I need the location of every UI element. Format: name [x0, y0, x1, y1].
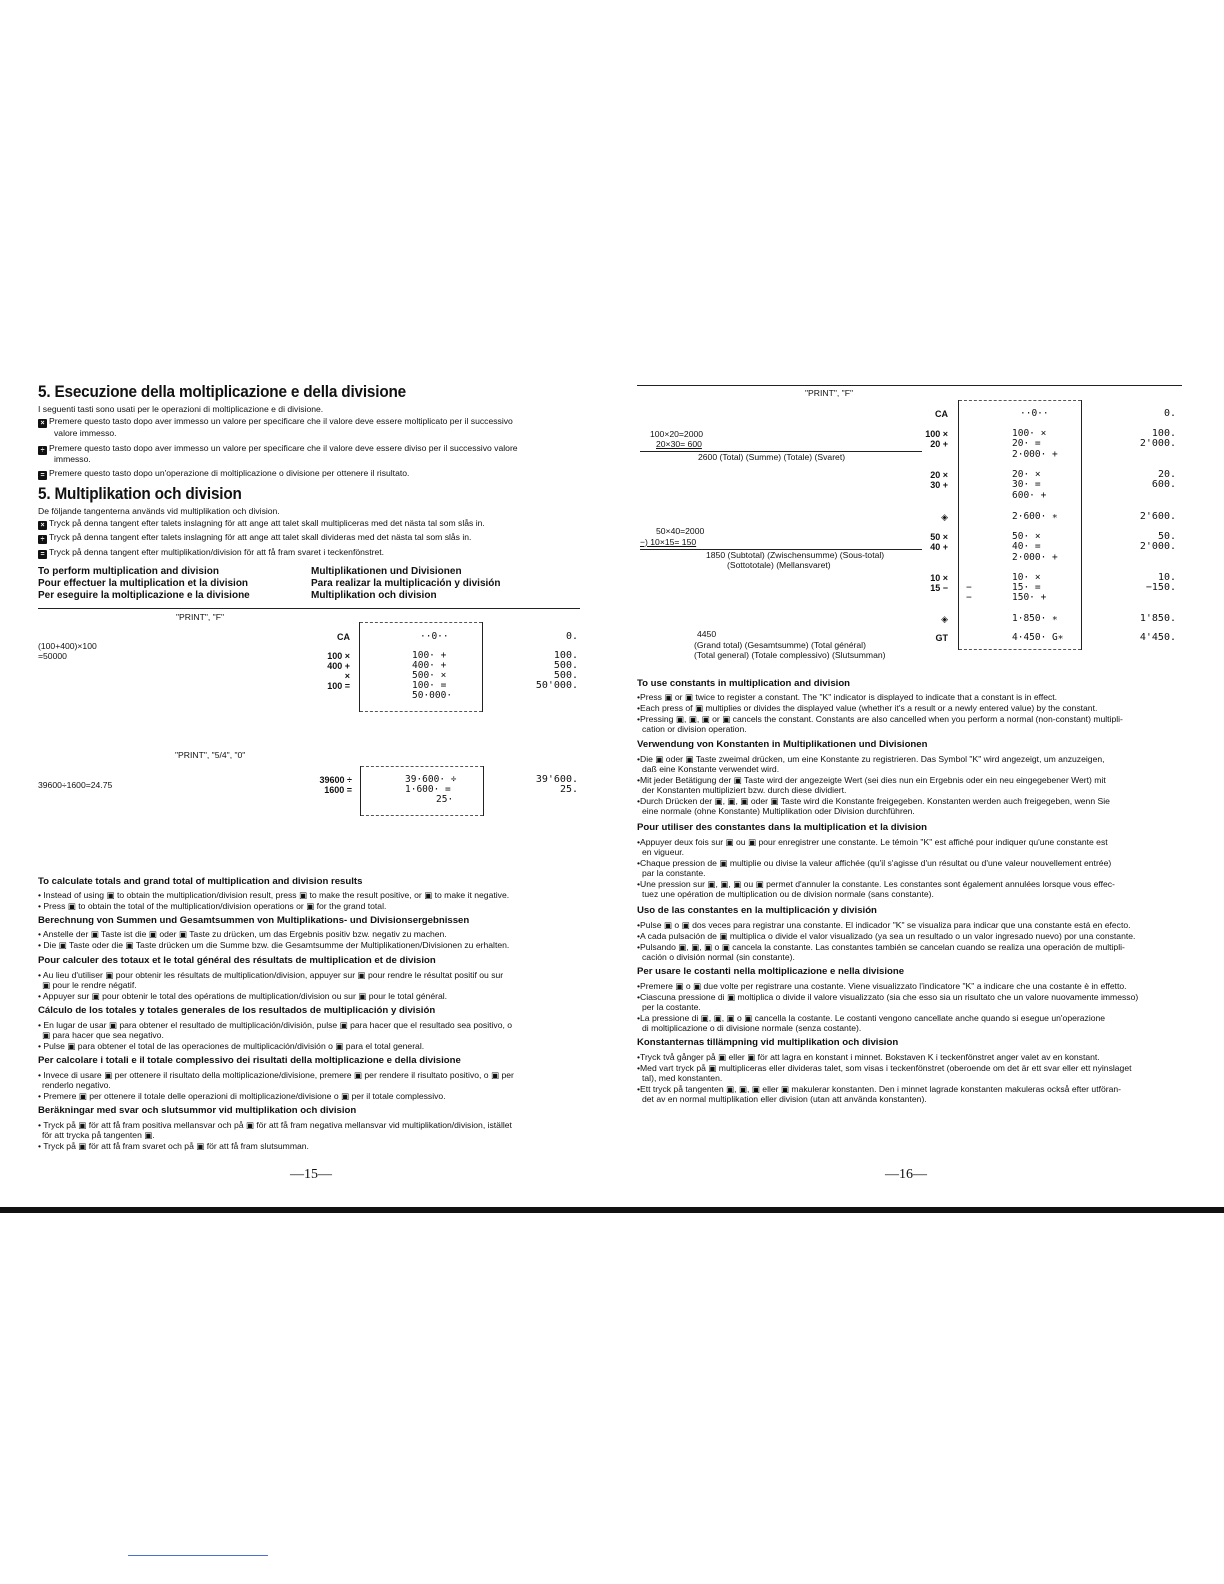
display-value: 600. [1151, 479, 1176, 490]
page-number-16: —16— [885, 1167, 927, 1182]
display-value: 25. [559, 784, 578, 795]
totals-heading-es: Cálculo de los totales y totales generales de los resultados de multiplicación y división [38, 1005, 436, 1016]
tape-edge-bottom [360, 711, 482, 712]
formula-line-4: 50×40=2000 [656, 526, 705, 536]
tape-line: 25· [436, 794, 454, 805]
const-fr-1b: en vigueur. [642, 847, 685, 857]
const-heading-en: To use constants in multiplication and division [637, 678, 851, 689]
display-value: 2'600. [1139, 511, 1176, 522]
tape-line: 600· + [1012, 490, 1047, 501]
example-heading-es: Para realizar la multiplicación y división [311, 578, 501, 589]
const-fr-3: •Une pression sur ▣, ▣, ▣ ou ▣ permet d'annuler la constante. Les constantes sont également annulées lorsque vous effec- [637, 879, 1115, 889]
totals-sv-1: • Tryck på ▣ för att få fram positiva mellansvar och på ▣ för att få fram negativa mellansvar vid multiplikation/division, istället [38, 1120, 512, 1130]
italian-equals-desc: = Premere questo tasto dopo un'operazione di moltiplicazione o divisione per ottenere il risultato. [38, 468, 409, 480]
totals-it-2: • Premere ▣ per ottenere il totale delle operazioni di moltiplicazione/divisione o ▣ per il totale complessivo. [38, 1091, 446, 1101]
const-it-1: •Premere ▣ o ▣ due volte per registrare una costante. Viene visualizzato l'indicatore "K" a indicare che una costante è in effetto. [637, 981, 1127, 991]
const-heading-de: Verwendung von Konstanten in Multiplikationen und Divisionen [637, 739, 928, 750]
divide-key-icon: ÷ [38, 535, 47, 544]
example2-formula: 39600÷1600=24.75 [38, 780, 113, 790]
top-rule [637, 385, 1182, 386]
tape-line: 150· + [1012, 592, 1047, 603]
example-heading-sv: Multiplikation och division [311, 590, 437, 601]
totals-de-2: • Die ▣ Taste oder die ▣ Taste drücken um die Summe bzw. die Gesamtsumme der Multiplikationen/Divisionen zu erhalten. [38, 940, 510, 950]
tape-edge-top [959, 400, 1081, 401]
formula-line-5: −) 10×15= 150 [640, 537, 697, 547]
const-heading-it: Per usare le costanti nella moltiplicazione e nella divisione [637, 966, 905, 977]
key-entry: ◈ [941, 512, 948, 522]
const-sv-1: •Tryck två gånger på ▣ eller ▣ för att lagra en konstant i minnet. Bokstaven K i teckenfönstret anger valet av en konstant. [637, 1052, 1100, 1062]
tape-edge-top [361, 766, 483, 767]
key-entry: GT [935, 633, 948, 643]
const-fr-2: •Chaque pression de ▣ multiplie ou divise la valeur affichée (qu'il s'agisse d'un résultat ou d'une valeur nouvellement entrée) [637, 858, 1112, 868]
display-value: 2'000. [1139, 438, 1176, 449]
tape-line: 2·600· ∗ [1012, 511, 1058, 522]
const-de-1b: daß eine Konstante verwendet wird. [642, 764, 780, 774]
totals-sv-1b: för att trycka på tangenten ▣. [42, 1130, 155, 1140]
key-entry: 400 + [327, 661, 350, 671]
display-value: 0. [1163, 408, 1176, 419]
formula-total: 2600 (Total) (Summe) (Totale) (Svaret) [698, 452, 846, 462]
formula-subtotal-cont: (Sottototale) (Mellansvaret) [727, 560, 831, 570]
tape-line: 20· = [1012, 438, 1041, 449]
key-entry: 30 + [930, 480, 948, 490]
italian-divide-desc: ÷ Premere questo tasto dopo aver immesso un valore per specificare che il valore deve essere diviso per il successivo valore [38, 443, 518, 455]
const-en-3b: cation or division operation. [642, 724, 747, 734]
totals-it-1: • Invece di usare ▣ per ottenere il risultato della moltiplicazione/divisione, premere ▣ per rendere il risultato positivo, o ▣ per [38, 1070, 514, 1080]
totals-es-2: • Pulse ▣ para obtener el total de las operaciones de multiplicación/división o ▣ para el total general. [38, 1041, 425, 1051]
formula-grand-desc: (Grand total) (Gesamtsumme) (Total général) [694, 640, 866, 650]
swedish-multiply-desc: × Tryck på denna tangent efter talets inslagning för att ange att talet skall multipliceras med det nästa tal som slås in. [38, 518, 485, 530]
const-es-1: •Pulse ▣ o ▣ dos veces para registrar una constante. El indicador "K" se visualiza para indicar que una constante está en efecto. [637, 920, 1131, 930]
tape-line: 1·850· ∗ [1012, 613, 1058, 624]
example1-setting: "PRINT", "F" [176, 612, 225, 622]
example3-setting: "PRINT", "F" [805, 388, 854, 398]
const-de-3: •Durch Drücken der ▣, ▣, ▣ oder ▣ Taste wird die Konstante freigegeben. Konstanten werden auch freigegeben, wenn Sie [637, 796, 1110, 806]
const-de-2b: der Konstanten multipliziert bzw. durch diese dividiert. [642, 785, 847, 795]
const-fr-1: •Appuyer deux fois sur ▣ ou ▣ pour enregistrer une constante. Le témoin "K" est affiché pour indiquer qu'une constante est [637, 837, 1108, 847]
totals-es-1: • En lugar de usar ▣ para obtener el resultado de multiplicación/división, pulse ▣ para hacer que el resultado sea positivo, o [38, 1020, 513, 1030]
italian-intro: I seguenti tasti sono usati per le operazioni di moltiplicazione e di divisione. [38, 404, 324, 414]
const-sv-3b: det av en normal multiplikation eller division (utan att använda konstanten). [642, 1094, 927, 1104]
const-it-3: •La pressione di ▣, ▣, ▣ o ▣ cancella la costante. Le costanti vengono cancellate anche quando si esegue un'operazione [637, 1013, 1106, 1023]
example1-formula-result: =50000 [38, 651, 67, 661]
tape-edge-bottom [361, 815, 483, 816]
key-entry: 39600 ÷ [319, 775, 352, 785]
example1-formula: (100+400)×100 [38, 641, 97, 651]
const-sv-2: •Med vart tryck på ▣ multipliceras eller divideras talet, som visas i teckenfönstret (oberoende om det är ett svar eller ett nyinslaget [637, 1063, 1132, 1073]
tape-line: 100· = [412, 680, 447, 691]
tape-line: 2·000· + [1012, 552, 1058, 563]
const-sv-3: •Ett tryck på tangenten ▣, ▣, ▣ eller ▣ makulerar konstanten. Den i minnet lagrade konstanten makuleras också efter utföran- [637, 1084, 1122, 1094]
const-it-3b: di moltiplicazione o di divisione normale (senza costante). [642, 1023, 862, 1033]
tape-line: 15· = [1012, 582, 1041, 593]
display-value: 500. [553, 660, 578, 671]
equals-key-icon: = [38, 471, 47, 480]
display-value: 39'600. [535, 774, 578, 785]
totals-fr-1b: ▣ pour le rendre négatif. [42, 980, 137, 990]
totals-en-2: • Press ▣ to obtain the total of the multiplication/division operations or ▣ for the grand total. [38, 901, 387, 911]
equals-key-icon: = [38, 550, 47, 559]
multiply-key-icon: × [38, 521, 47, 530]
formula-grand: 4450 [697, 629, 717, 639]
const-es-3: •Pulsando ▣, ▣, ▣ o ▣ cancela la constante. Las constantes también se cancelan cuando se realiza una operación de multipli- [637, 942, 1125, 952]
example-heading-fr: Pour effectuer la multiplication et la division [38, 578, 249, 589]
tape-line: 20· × [1012, 469, 1041, 480]
tape-line: 50· × [1012, 531, 1041, 542]
minus-marker: − [966, 582, 972, 593]
key-entry: 100 = [327, 681, 350, 691]
key-entry: 100 × [925, 429, 948, 439]
tape-line: ··0·· [420, 631, 449, 642]
example-heading-de: Multiplikationen und Divisionen [311, 566, 462, 577]
section-title-italian: 5. Esecuzione della moltiplicazione e della divisione [38, 382, 406, 401]
multiply-key-icon: × [38, 419, 47, 428]
totals-sv-2: • Tryck på ▣ för att få fram svaret och på ▣ för att få fram slutsumman. [38, 1141, 309, 1151]
totals-fr-1: • Au lieu d'utiliser ▣ pour obtenir les résultats de multiplication/division, appuyer sur ▣ pour rendre le résultat positif ou sur [38, 970, 504, 980]
totals-fr-2: • Appuyer sur ▣ pour obtenir le total des opérations de multiplication/division ou sur ▣ pour le total général. [38, 991, 448, 1001]
tape-line: 10· × [1012, 572, 1041, 583]
tape-line: 2·000· + [1012, 449, 1058, 460]
key-entry: 40 + [930, 542, 948, 552]
formula-subtotal: 1850 (Subtotal) (Zwischensumme) (Sous-total) [706, 550, 885, 560]
display-value: −150. [1145, 582, 1176, 593]
key-entry: CA [935, 409, 948, 419]
swedish-divide-desc: ÷ Tryck på denna tangent efter talets inslagning för att ange att talet skall divideras med det nästa tal som slås in. [38, 532, 471, 544]
key-entry: × [344, 671, 350, 681]
tape-line: 100· + [412, 650, 447, 661]
totals-heading-en: To calculate totals and grand total of multiplication and division results [38, 876, 363, 887]
key-entry: CA [337, 632, 350, 642]
tape-line: 30· = [1012, 479, 1041, 490]
const-heading-sv: Konstanternas tillämpning vid multiplikation och division [637, 1037, 899, 1048]
example2-setting: "PRINT", "5/4", "0" [175, 750, 246, 760]
totals-heading-fr: Pour calculer des totaux et le total général des résultats de multiplication et de division [38, 955, 436, 966]
totals-heading-sv: Beräkningar med svar och slutsummor vid multiplikation och division [38, 1105, 357, 1116]
italian-divide-desc-cont: immesso. [54, 454, 91, 464]
key-entry: 50 × [930, 532, 948, 542]
const-it-2: •Ciascuna pressione di ▣ moltiplica o divide il valore visualizzato (sia che esso sia un risultato che un valore nuovamente immesso) [637, 992, 1139, 1002]
display-value: 100. [1151, 428, 1176, 439]
key-entry: 15 − [930, 583, 948, 593]
tape-line: 39·600· ÷ [405, 774, 457, 785]
key-entry: 20 + [930, 439, 948, 449]
tape-line: 1·600· = [405, 784, 451, 795]
const-en-2: •Each press of ▣ multiplies or divides the displayed value (whether it's a result or a newly entered value) by the constant. [637, 703, 1098, 713]
totals-en-1: • Instead of using ▣ to obtain the multiplication/division result, press ▣ to make the result positive, or ▣ to make it negative. [38, 890, 510, 900]
display-value: 50. [1157, 531, 1176, 542]
const-en-3: •Pressing ▣, ▣, ▣ or ▣ cancels the constant. Constants are also cancelled when you perform a normal (non-constant) multipli- [637, 714, 1123, 724]
section-title-swedish: 5. Multiplikation och division [38, 484, 242, 503]
formula-grand-desc-cont: (Total general) (Totale complessivo) (Slutsumman) [694, 650, 886, 660]
divide-key-icon: ÷ [38, 446, 47, 455]
divider [38, 608, 580, 609]
bottom-border [0, 1207, 1224, 1213]
tape-line: ··0·· [1020, 408, 1049, 419]
key-entry: 20 × [930, 470, 948, 480]
italian-multiply-desc-cont: valore immesso. [54, 428, 117, 438]
totals-heading-de: Berechnung von Summen und Gesamtsummen von Multiplikations- und Divisionsergebnissen [38, 915, 470, 926]
const-de-1: •Die ▣ oder ▣ Taste zweimal drücken, um eine Konstante zu registrieren. Das Symbol "K" wird angezeigt, um anzuzeigen, [637, 754, 1105, 764]
tape-line: 400· + [412, 660, 447, 671]
formula-line-2: 20×30= 600 [656, 439, 702, 449]
display-value: 50'000. [535, 680, 578, 691]
const-sv-2b: tal), med konstanten. [642, 1073, 723, 1083]
totals-heading-it: Per calcolare i totali e il totale complessivo dei risultati della moltiplicazione e della divisione [38, 1055, 461, 1066]
display-value: 100. [553, 650, 578, 661]
const-es-2: •A cada pulsación de ▣ multiplica o divide el valor visualizado (ya sea un resultado o un valor ingresado nuevo) por una constante. [637, 931, 1136, 941]
tape-line: 40· = [1012, 541, 1041, 552]
const-fr-3b: tuez une opération de multiplication ou de division normale (sans constante). [642, 889, 934, 899]
key-entry: 1600 = [324, 785, 352, 795]
const-it-2b: per la costante. [642, 1002, 701, 1012]
formula-line-1: 100×20=2000 [650, 429, 704, 439]
totals-de-1: • Anstelle der ▣ Taste ist die ▣ oder ▣ Taste zu drücken, um das Ergebnis positiv bzw. negativ zu machen. [38, 929, 447, 939]
display-value: 20. [1157, 469, 1176, 480]
const-heading-es: Uso de las constantes en la multiplicación y división [637, 905, 877, 916]
swedish-intro: De följande tangenterna används vid multiplikation och division. [38, 506, 280, 516]
display-value: 1'850. [1139, 613, 1176, 624]
key-entry: ◈ [941, 614, 948, 624]
tape-line: 50·000· [412, 690, 453, 701]
tape-line: 4·450· G∗ [1012, 632, 1064, 643]
const-heading-fr: Pour utiliser des constantes dans la multiplication et la division [637, 822, 928, 833]
tape-edge-bottom [959, 649, 1081, 650]
swedish-equals-desc: = Tryck på denna tangent efter multiplikation/division för att få fram svaret i teckenfönstret. [38, 547, 384, 559]
display-value: 10. [1157, 572, 1176, 583]
key-entry: 100 × [327, 651, 350, 661]
display-value: 2'000. [1139, 541, 1176, 552]
footer-link-line [128, 1555, 268, 1556]
display-value: 4'450. [1139, 632, 1176, 643]
minus-marker: − [966, 592, 972, 603]
totals-it-1b: renderlo negativo. [42, 1080, 111, 1090]
page-number-15: —15— [290, 1167, 332, 1182]
const-fr-2b: par la constante. [642, 868, 706, 878]
const-en-1: •Press ▣ or ▣ twice to register a constant. The "K" indicator is displayed to indicate that a constant is in effect. [637, 692, 1058, 702]
display-value: 0. [565, 631, 578, 642]
const-de-3b: eine normale (ohne Konstante) Multiplikation oder Division durchführen. [642, 806, 915, 816]
tape-edge-top [360, 622, 482, 623]
italian-multiply-desc: × Premere questo tasto dopo aver immesso un valore per specificare che il valore deve essere moltiplicato per il successivo [38, 416, 513, 428]
const-es-3b: cación o división normal (sin constante). [642, 952, 795, 962]
display-value: 500. [553, 670, 578, 681]
key-entry: 10 × [930, 573, 948, 583]
example-heading-it: Per eseguire la moltiplicazione e la divisione [38, 590, 250, 601]
tape-line: 100· × [1012, 428, 1047, 439]
tape-line: 500· × [412, 670, 447, 681]
example-heading-en: To perform multiplication and division [38, 566, 219, 577]
const-de-2: •Mit jeder Betätigung der ▣ Taste wird der angezeigte Wert (sei dies nun ein Ergebnis oder ein neu eingegebener Wert) mit [637, 775, 1106, 785]
totals-es-1b: ▣ para hacer que sea negativo. [42, 1030, 164, 1040]
